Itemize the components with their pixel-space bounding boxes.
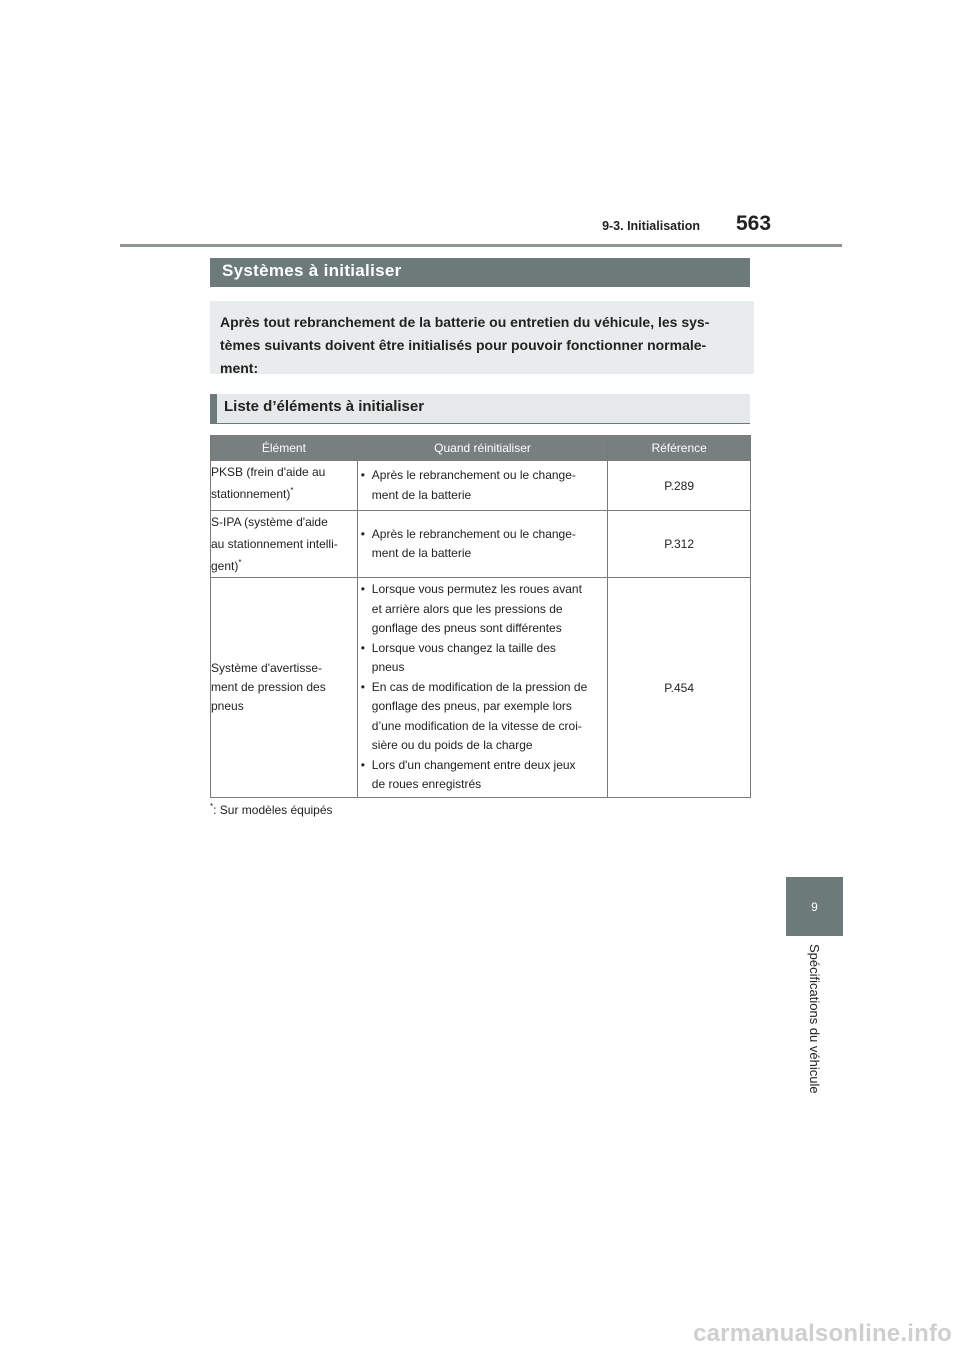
element-line: au stationnement intelli-: [211, 537, 338, 551]
section-header: 9-3. Initialisation: [602, 219, 700, 233]
bullet-line: Après le rebranchement ou le change-: [371, 468, 576, 482]
watermark: carmanualsonline.info: [693, 1320, 952, 1347]
cell-element: [211, 461, 358, 511]
header-divider: [120, 244, 842, 247]
footnote-marker: *: [290, 486, 294, 495]
subsection-title: Liste d’éléments à initialiser: [210, 394, 750, 424]
cell-when: [357, 461, 607, 511]
chapter-tab: 9: [786, 877, 843, 936]
cell-element: [211, 511, 358, 578]
chapter-title: Spécifications du véhicule: [807, 944, 822, 1094]
bullet-item: [358, 466, 607, 505]
bullet-dot: •: [360, 757, 365, 772]
cell-element: [211, 578, 358, 798]
bullet-line: En cas de modification de la pression de: [371, 679, 588, 694]
footnote: [210, 803, 333, 817]
bullet-line: Lorsque vous changez la taille des: [371, 640, 556, 655]
table-row: [211, 511, 751, 578]
cell-when: [357, 578, 607, 798]
section-title: Systèmes à initialiser: [210, 258, 750, 287]
column-header-element: Élément: [211, 436, 358, 461]
bullet-line: ment de la batterie: [371, 487, 472, 502]
cell-reference: P.312: [608, 511, 751, 578]
bullet-item: [358, 639, 607, 678]
footnote-marker: *: [210, 802, 214, 811]
element-line: pneus: [211, 699, 244, 713]
intro-line: Après tout rebranchement de la batterie ou entretien du véhicule, les sys-: [220, 314, 710, 330]
bullet-line: et arrière alors que les pressions de: [371, 601, 563, 616]
bullet-line: gonflage des pneus sont différentes: [371, 621, 562, 636]
element-line: stationnement): [211, 487, 291, 501]
bullet-line: Lorsque vous permutez les roues avant: [371, 582, 582, 597]
table-row: [211, 461, 751, 511]
chapter-title-container: [786, 944, 843, 1109]
bullet-dot: •: [360, 679, 365, 694]
cell-reference: P.454: [608, 578, 751, 798]
bullet-item: [358, 756, 607, 795]
element-line: S-IPA (système d'aide: [211, 515, 328, 529]
bullet-line: ment de la batterie: [371, 546, 472, 560]
footnote-text: : Sur modèles équipés: [213, 803, 333, 817]
bullet-line: de roues enregistrés: [371, 777, 482, 792]
bullet-dot: •: [360, 526, 365, 541]
cell-reference: P.289: [608, 461, 751, 511]
bullet-line: gonflage des pneus, par exemple lors: [371, 699, 572, 714]
intro-line: tèmes suivants doivent être initialisés pour pouvoir fonctionner normale-: [220, 337, 707, 353]
initialization-table: [210, 435, 751, 798]
bullet-dot: •: [360, 640, 365, 655]
bullet-item: [358, 580, 607, 639]
column-header-reference: Référence: [608, 436, 751, 461]
element-line: ment de pression des: [211, 680, 326, 694]
bullet-line: Lors d'un changement entre deux jeux: [371, 757, 576, 772]
table-row: [211, 578, 751, 798]
column-header-when: Quand réinitialiser: [357, 436, 607, 461]
bullet-line: Après le rebranchement ou le change-: [371, 526, 576, 541]
bullet-dot: •: [360, 582, 365, 597]
element-line: PKSB (frein d'aide au: [211, 465, 326, 479]
bullet-line: d’une modification de la vitesse de croi-: [371, 718, 582, 733]
bullet-item: [358, 678, 607, 756]
intro-line: ment:: [220, 360, 259, 376]
element-line: gent): [211, 559, 239, 573]
bullet-line: pneus: [371, 660, 405, 675]
bullet-item: [358, 525, 607, 564]
footnote-marker: *: [238, 558, 242, 567]
intro-box: [210, 301, 754, 374]
cell-when: [357, 511, 607, 578]
table-header-row: [211, 436, 751, 461]
bullet-line: sière ou du poids de la charge: [371, 738, 533, 753]
element-line: Système d'avertisse-: [211, 661, 322, 675]
bullet-dot: •: [360, 468, 365, 482]
page-number: 563: [736, 212, 772, 235]
